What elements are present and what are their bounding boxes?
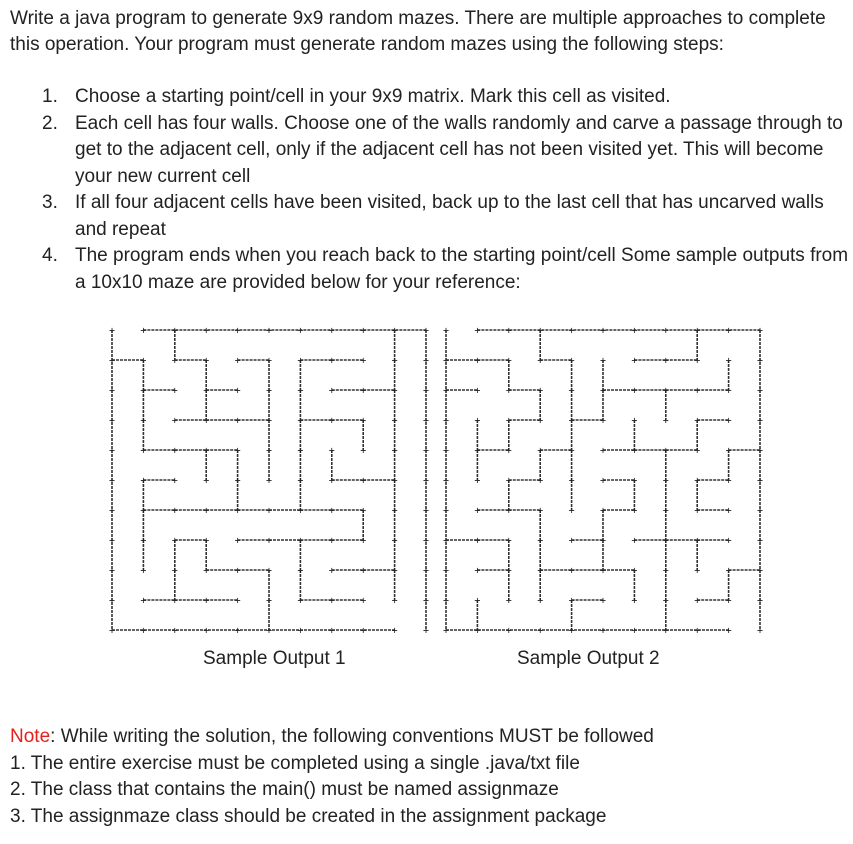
- maze-corner: +: [568, 535, 575, 547]
- maze-corner: +: [474, 325, 481, 337]
- maze-corner: +: [474, 445, 481, 457]
- maze-corner: +: [297, 475, 304, 487]
- maze-corner: +: [694, 565, 701, 577]
- note-block: [10, 724, 850, 830]
- maze-corner: +: [725, 565, 732, 577]
- maze-corner: +: [694, 385, 701, 397]
- note-item: 3. The assignmaze class should be created in the assignment package: [10, 805, 607, 827]
- maze-corner: +: [725, 325, 732, 337]
- maze-corner: +: [234, 505, 241, 517]
- maze-corner: +: [662, 445, 669, 457]
- maze-corner: +: [725, 595, 732, 607]
- maze-corner: +: [140, 355, 147, 367]
- maze-corner: +: [694, 535, 701, 547]
- maze-corner: +: [631, 325, 638, 337]
- maze-corner: +: [537, 415, 544, 427]
- maze-corner: +: [266, 355, 273, 367]
- maze-corner: +: [537, 475, 544, 487]
- maze-corner: +: [203, 445, 210, 457]
- maze-corner: +: [423, 475, 430, 487]
- step-item: [42, 111, 850, 191]
- maze-corner: +: [328, 535, 335, 547]
- maze-corner: +: [234, 565, 241, 577]
- maze-corner: +: [568, 325, 575, 337]
- maze-corner: +: [234, 445, 241, 457]
- maze-corner: +: [423, 355, 430, 367]
- step-item: [42, 190, 850, 243]
- maze-corner: +: [568, 475, 575, 487]
- maze-corner: +: [505, 565, 512, 577]
- maze-corner: +: [423, 535, 430, 547]
- maze-corner: +: [757, 415, 764, 427]
- maze-corner: +: [600, 415, 607, 427]
- maze-corner: +: [297, 415, 304, 427]
- maze-corner: +: [203, 565, 210, 577]
- maze-corner: +: [423, 625, 430, 637]
- note-intro: : While writing the solution, the following conventions MUST be followed: [50, 726, 654, 747]
- maze-corner: +: [234, 535, 241, 547]
- maze-corner: +: [505, 385, 512, 397]
- maze-corner: +: [109, 445, 116, 457]
- maze-corner: +: [568, 445, 575, 457]
- maze-corner: +: [725, 445, 732, 457]
- maze-corner: +: [328, 385, 335, 397]
- maze-corner: +: [474, 475, 481, 487]
- maze-corner: +: [725, 355, 732, 367]
- step-item: [42, 84, 850, 111]
- maze-corner: +: [360, 445, 367, 457]
- maze-corner: +: [725, 505, 732, 517]
- maze-corner: +: [203, 325, 210, 337]
- maze-corner: +: [171, 595, 178, 607]
- maze-corner: +: [109, 625, 116, 637]
- maze-corner: +: [297, 565, 304, 577]
- maze-corner: +: [600, 505, 607, 517]
- maze-corner: +: [443, 325, 450, 337]
- note-item: 1. The entire exercise must be completed using a single .java/txt file: [10, 752, 580, 774]
- maze-corner: +: [694, 325, 701, 337]
- maze-corner: +: [423, 565, 430, 577]
- maze-corner: +: [297, 355, 304, 367]
- maze-corner: +: [600, 475, 607, 487]
- maze-corner: +: [662, 625, 669, 637]
- maze-corner: +: [140, 565, 147, 577]
- maze-corner: +: [505, 415, 512, 427]
- maze-corner: +: [600, 595, 607, 607]
- maze-corner: +: [505, 505, 512, 517]
- maze-corner: +: [474, 535, 481, 547]
- maze-corner: +: [203, 505, 210, 517]
- maze-corner: +: [631, 355, 638, 367]
- maze-corner: +: [443, 565, 450, 577]
- maze-corner: +: [505, 595, 512, 607]
- maze-corner: +: [140, 475, 147, 487]
- sample-maze-2: [443, 325, 764, 637]
- maze-corner: +: [474, 355, 481, 367]
- maze-corner: +: [328, 595, 335, 607]
- maze-corner: +: [109, 415, 116, 427]
- maze-corner: +: [140, 415, 147, 427]
- maze-corner: +: [662, 415, 669, 427]
- step-number: 2.: [42, 112, 58, 134]
- maze-corner: +: [631, 385, 638, 397]
- maze-corner: +: [297, 325, 304, 337]
- maze-corner: +: [203, 475, 210, 487]
- maze-corner: +: [140, 445, 147, 457]
- maze-corner: +: [505, 325, 512, 337]
- maze-corner: +: [725, 415, 732, 427]
- maze-corner: +: [694, 475, 701, 487]
- maze-corner: +: [266, 415, 273, 427]
- maze-corner: +: [757, 475, 764, 487]
- maze-corner: +: [443, 595, 450, 607]
- maze-corner: +: [505, 475, 512, 487]
- maze-corner: +: [600, 625, 607, 637]
- maze-corner: +: [423, 385, 430, 397]
- maze-corner: +: [757, 595, 764, 607]
- maze-corner: +: [662, 565, 669, 577]
- maze-corner: +: [109, 535, 116, 547]
- maze-corner: +: [568, 415, 575, 427]
- step-number: 1.: [42, 86, 58, 107]
- maze-corner: +: [203, 415, 210, 427]
- maze-corner: +: [568, 505, 575, 517]
- maze-corner: +: [328, 505, 335, 517]
- maze-corner: +: [662, 595, 669, 607]
- maze-corner: +: [757, 535, 764, 547]
- maze-corner: +: [505, 625, 512, 637]
- maze-corner: +: [568, 595, 575, 607]
- maze-corner: +: [474, 565, 481, 577]
- maze-corner: +: [537, 625, 544, 637]
- maze-corner: +: [266, 445, 273, 457]
- maze-corner: +: [328, 475, 335, 487]
- maze-corner: +: [109, 325, 116, 337]
- maze-corner: +: [725, 475, 732, 487]
- maze-corner: +: [328, 565, 335, 577]
- maze-corner: +: [694, 625, 701, 637]
- maze-corner: +: [203, 595, 210, 607]
- maze-corner: +: [443, 535, 450, 547]
- maze-corner: +: [234, 595, 241, 607]
- maze-corner: +: [757, 355, 764, 367]
- maze-corner: +: [360, 595, 367, 607]
- maze-corner: +: [443, 415, 450, 427]
- maze-corner: +: [423, 445, 430, 457]
- maze-corner: +: [360, 625, 367, 637]
- maze-corner: +: [662, 355, 669, 367]
- maze-corner: +: [328, 415, 335, 427]
- maze-corner: +: [328, 355, 335, 367]
- maze-corner: +: [423, 415, 430, 427]
- maze-corner: +: [266, 625, 273, 637]
- maze-corner: +: [474, 415, 481, 427]
- maze-corner: +: [694, 415, 701, 427]
- maze-corner: +: [109, 505, 116, 517]
- maze-corner: +: [360, 355, 367, 367]
- maze-corner: +: [505, 355, 512, 367]
- maze-corner: +: [234, 475, 241, 487]
- maze-corner: +: [443, 625, 450, 637]
- maze-corner: +: [757, 565, 764, 577]
- maze-corner: +: [600, 385, 607, 397]
- maze-corner: +: [297, 385, 304, 397]
- problem-intro: Write a java program to generate 9x9 random mazes. There are multiple approaches to complete this operation. Your program must generate random mazes using the following steps:: [10, 8, 826, 55]
- maze-corner: +: [662, 535, 669, 547]
- maze-corner: +: [266, 595, 273, 607]
- maze-corner: +: [443, 355, 450, 367]
- maze-corner: +: [203, 535, 210, 547]
- maze-corner: +: [694, 445, 701, 457]
- maze-corner: +: [474, 505, 481, 517]
- maze-corner: +: [662, 475, 669, 487]
- maze-corner: +: [568, 385, 575, 397]
- maze-corner: +: [391, 505, 398, 517]
- maze-corner: +: [443, 385, 450, 397]
- maze-corner: +: [631, 445, 638, 457]
- maze-corner: +: [234, 355, 241, 367]
- maze-corner: +: [266, 475, 273, 487]
- maze-corner: +: [109, 595, 116, 607]
- maze-corner: +: [391, 415, 398, 427]
- sample-output-1-caption: Sample Output 1: [203, 648, 346, 669]
- maze-corner: +: [568, 565, 575, 577]
- maze-corner: +: [423, 595, 430, 607]
- maze-corner: +: [725, 535, 732, 547]
- maze-corner: +: [631, 415, 638, 427]
- maze-corner: +: [391, 385, 398, 397]
- step-number: 3.: [42, 192, 58, 213]
- maze-corner: +: [443, 475, 450, 487]
- maze-corner: +: [725, 625, 732, 637]
- maze-corner: +: [391, 595, 398, 607]
- note-heading: [10, 724, 850, 751]
- maze-corner: +: [662, 385, 669, 397]
- step-text: Choose a starting point/cell in your 9x9 matrix. Mark this cell as visited.: [75, 86, 671, 107]
- maze-corner: +: [537, 385, 544, 397]
- sample-output-2-caption: Sample Output 2: [517, 648, 660, 669]
- maze-corner: +: [443, 505, 450, 517]
- maze-corner: +: [360, 535, 367, 547]
- maze-corner: +: [600, 565, 607, 577]
- maze-corner: +: [568, 355, 575, 367]
- maze-corner: +: [109, 355, 116, 367]
- maze-corner: +: [474, 385, 481, 397]
- maze-corner: +: [203, 355, 210, 367]
- maze-corner: +: [171, 535, 178, 547]
- note-item: 2. The class that contains the main() must be named assignmaze: [10, 779, 559, 800]
- maze-corner: +: [328, 325, 335, 337]
- maze-corner: +: [140, 325, 147, 337]
- maze-corner: +: [631, 565, 638, 577]
- maze-corner: +: [171, 445, 178, 457]
- maze-corner: +: [109, 385, 116, 397]
- maze-corner: +: [537, 355, 544, 367]
- maze-corner: +: [234, 625, 241, 637]
- maze-corner: +: [391, 565, 398, 577]
- maze-corner: +: [171, 565, 178, 577]
- maze-corner: +: [171, 475, 178, 487]
- maze-corner: +: [360, 325, 367, 337]
- maze-corner: +: [757, 445, 764, 457]
- maze-corner: +: [537, 325, 544, 337]
- sample-maze-1: [109, 325, 430, 637]
- maze-corner: +: [266, 535, 273, 547]
- maze-corner: +: [109, 475, 116, 487]
- maze-corner: +: [297, 445, 304, 457]
- maze-corner: +: [631, 505, 638, 517]
- maze-corner: +: [568, 625, 575, 637]
- maze-corner: +: [109, 565, 116, 577]
- maze-corner: +: [234, 415, 241, 427]
- maze-corner: +: [140, 625, 147, 637]
- maze-corner: +: [631, 535, 638, 547]
- maze-corner: +: [391, 445, 398, 457]
- maze-corner: +: [140, 595, 147, 607]
- maze-corner: +: [662, 505, 669, 517]
- maze-corner: +: [391, 355, 398, 367]
- maze-corner: +: [297, 595, 304, 607]
- maze-corner: +: [631, 475, 638, 487]
- maze-corner: +: [600, 535, 607, 547]
- maze-corner: +: [140, 535, 147, 547]
- step-text: Each cell has four walls. Choose one of the walls randomly and carve a passage through to get to the adjacent cell, only if the adjacent cell has not been visited yet. This will become your new current cell: [75, 112, 843, 187]
- step-item: [42, 243, 850, 296]
- maze-corner: +: [391, 625, 398, 637]
- maze-corner: +: [391, 475, 398, 487]
- step-number: 4.: [42, 245, 58, 266]
- maze-corner: +: [140, 385, 147, 397]
- maze-corner: +: [171, 355, 178, 367]
- maze-corner: +: [266, 505, 273, 517]
- maze-corner: +: [360, 505, 367, 517]
- maze-corner: +: [662, 325, 669, 337]
- step-text: If all four adjacent cells have been visited, back up to the last cell that has uncarved walls and repeat: [75, 192, 824, 240]
- maze-corner: +: [266, 325, 273, 337]
- steps-list: [42, 84, 850, 296]
- maze-corner: +: [474, 625, 481, 637]
- maze-corner: +: [757, 505, 764, 517]
- maze-corner: +: [297, 505, 304, 517]
- maze-corner: +: [505, 445, 512, 457]
- maze-corner: +: [171, 625, 178, 637]
- maze-corner: +: [391, 325, 398, 337]
- maze-corner: +: [694, 595, 701, 607]
- maze-corner: +: [203, 385, 210, 397]
- maze-corner: +: [391, 535, 398, 547]
- maze-corner: +: [171, 415, 178, 427]
- maze-corner: +: [266, 565, 273, 577]
- maze-corner: +: [360, 415, 367, 427]
- note-label: Note: [10, 726, 51, 747]
- maze-corner: +: [537, 445, 544, 457]
- maze-corner: +: [537, 565, 544, 577]
- maze-corner: +: [266, 385, 273, 397]
- maze-corner: +: [171, 325, 178, 337]
- maze-corner: +: [328, 445, 335, 457]
- maze-corner: +: [631, 625, 638, 637]
- maze-corner: +: [600, 355, 607, 367]
- maze-corner: +: [423, 325, 430, 337]
- maze-corner: +: [537, 535, 544, 547]
- maze-corner: +: [725, 385, 732, 397]
- maze-corner: +: [537, 595, 544, 607]
- maze-corner: +: [694, 505, 701, 517]
- step-text: The program ends when you reach back to the starting point/cell Some sample outputs from a 10x10 maze are provided below for your reference:: [75, 245, 849, 293]
- maze-corner: +: [234, 325, 241, 337]
- maze-corner: +: [140, 505, 147, 517]
- maze-corner: +: [537, 505, 544, 517]
- maze-corner: +: [297, 535, 304, 547]
- maze-corner: +: [694, 355, 701, 367]
- maze-corner: +: [631, 595, 638, 607]
- maze-corner: +: [600, 445, 607, 457]
- maze-corner: +: [360, 385, 367, 397]
- maze-corner: +: [328, 625, 335, 637]
- maze-corner: +: [757, 385, 764, 397]
- maze-corner: +: [443, 445, 450, 457]
- maze-corner: +: [360, 565, 367, 577]
- maze-corner: +: [423, 505, 430, 517]
- maze-corner: +: [474, 595, 481, 607]
- maze-corner: +: [234, 385, 241, 397]
- maze-corner: +: [297, 625, 304, 637]
- maze-corner: +: [171, 505, 178, 517]
- maze-corner: +: [757, 625, 764, 637]
- maze-corner: +: [171, 385, 178, 397]
- maze-corner: +: [757, 325, 764, 337]
- maze-corner: +: [505, 535, 512, 547]
- maze-corner: +: [360, 475, 367, 487]
- maze-corner: +: [600, 325, 607, 337]
- maze-corner: +: [203, 625, 210, 637]
